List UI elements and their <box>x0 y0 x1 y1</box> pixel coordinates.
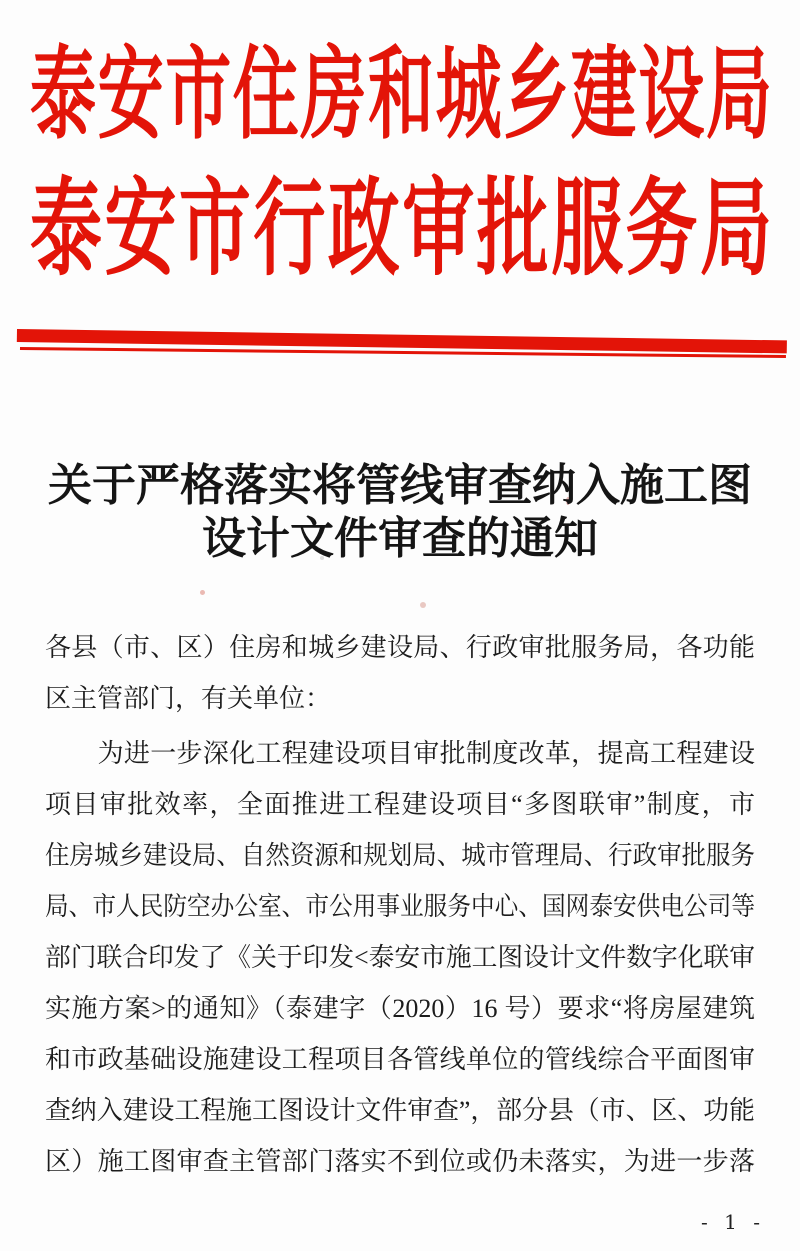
body-text-line: 实施方案>的通知》（泰建字（2020）16 号）要求“将房屋建筑 <box>45 994 755 1023</box>
title-line1: 关于严格落实将管线审查纳入施工图 <box>48 461 752 510</box>
scan-speck <box>420 602 426 608</box>
body-text-line: 查纳入建设工程施工图设计文件审查”，部分县（市、区、功能 <box>45 1096 755 1125</box>
agency-name-line2: 泰安市行政审批服务局 <box>30 171 772 289</box>
body-text-line: 局、市人民防空办公室、市公用事业服务中心、国网泰安供电公司等 <box>45 892 756 921</box>
body-text-line: 部门联合印发了《关于印发<泰安市施工图设计文件数字化联审 <box>45 943 755 972</box>
letterhead-line2-wrap <box>30 171 772 289</box>
scan-speck <box>200 590 205 595</box>
body-text-line: 为进一步深化工程建设项目审批制度改革，提高工程建设 <box>45 739 755 768</box>
salutation-line1: 各县（市、区）住房和城乡建设局、行政审批服务局，各功能 <box>45 633 755 662</box>
salutation-line2: 区主管部门，有关单位： <box>45 684 332 713</box>
body-text-line: 项目审批效率，全面推进工程建设项目“多图联审”制度，市 <box>45 790 755 819</box>
agency-name-line1: 泰安市住房和城乡建设局 <box>30 40 772 152</box>
body-text-line: 区）施工图审查主管部门落实不到位或仍未落实，为进一步落 <box>45 1147 755 1176</box>
body-text-line: 和市政基础设施建设工程项目各管线单位的管线综合平面图审 <box>45 1045 755 1074</box>
page-number: - 1 - <box>701 1210 762 1234</box>
title-line2: 设计文件审查的通知 <box>202 514 598 563</box>
body-text-line: 住房城乡建设局、自然资源和规划局、城市管理局、行政审批服务 <box>45 841 756 870</box>
letterhead-line1-wrap <box>30 40 772 152</box>
document-title <box>0 459 800 565</box>
